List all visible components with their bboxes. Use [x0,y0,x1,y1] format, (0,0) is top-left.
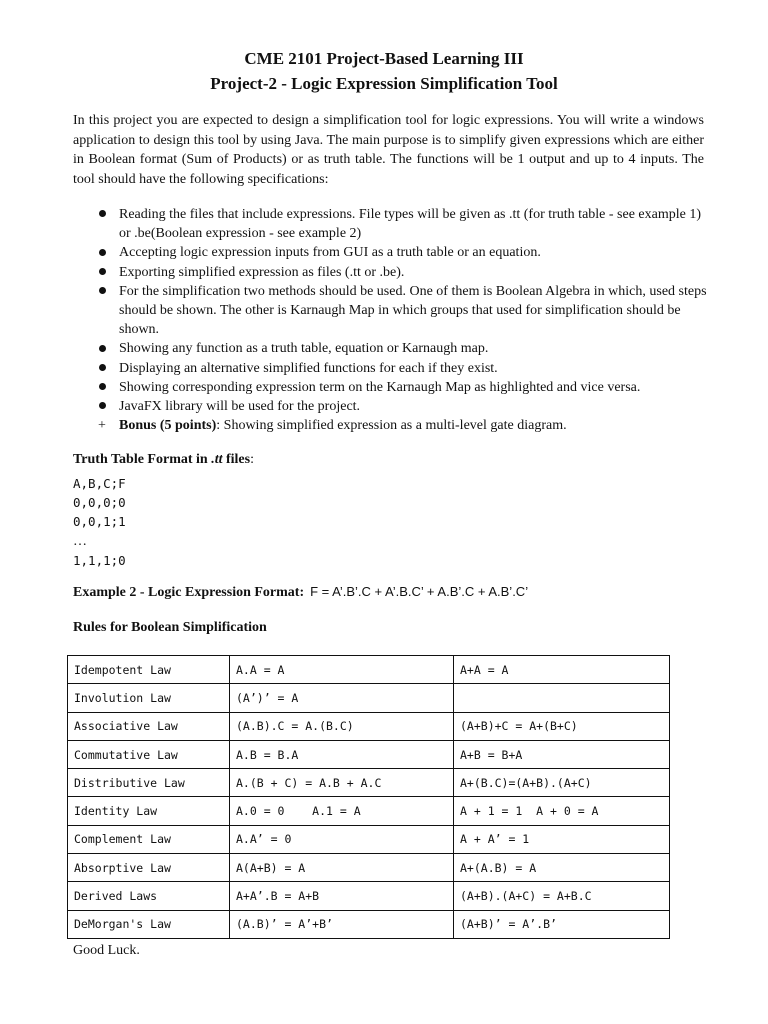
bullet-icon [95,378,109,397]
table-row: Associative Law (A.B).C = A.(B.C) (A+B)+C = A+(B+C) [68,712,670,740]
course-title: CME 2101 Project-Based Learning III [244,49,524,68]
specification-list [73,205,713,435]
bullet-icon [95,205,109,224]
example-2-heading: Example 2 - Logic Expression Format: F = A’.B’.C + A’.B.C’ + A.B’.C + A.B’.C’ [73,584,529,600]
list-item: Exporting simplified expression as files (.tt or .be). [73,263,713,282]
project-title: Project-2 - Logic Expression Simplification Tool [210,74,558,93]
code-line: … [73,533,87,549]
bullet-icon [95,263,109,282]
list-item: JavaFX library will be used for the project. [73,397,713,416]
boolean-rules-table [67,655,670,939]
list-item: Showing corresponding expression term on the Karnaugh Map as highlighted and vice versa. [73,378,713,397]
example-2-expression: F = A’.B’.C + A’.B.C’ + A.B’.C + A.B’.C’ [310,584,529,599]
bullet-icon [95,339,109,358]
bullet-icon [95,359,109,378]
code-line: 1,1,1;0 [73,552,126,568]
truth-table-heading: Truth Table Format in .tt files: [73,452,254,467]
table-row: Derived Laws A+A’.B = A+B (A+B).(A+C) = A+B.C [68,882,670,910]
table-row: Involution Law (A’)’ = A [68,684,670,712]
intro-paragraph: In this project you are expected to design a simplification tool for logic expressions. You will write a windows application to design this tool by using Java. The main purpose is to simplify given expressions which are either in Boolean format (Sum of Products) or as truth table. The functions will be 1 output and up to 4 inputs. The tool should have the following specifications: [73,113,704,187]
bonus-label: Bonus (5 points) [119,418,217,434]
table-row: Commutative Law A.B = B.A A+B = B+A [68,740,670,768]
truth-table-example [73,474,126,570]
list-item: Accepting logic expression inputs from GUI as a truth table or an equation. [73,243,713,262]
closing-text: Good Luck. [73,943,140,958]
list-item: Displaying an alternative simplified functions for each if they exist. [73,359,713,378]
rules-heading: Rules for Boolean Simplification [73,620,267,635]
bullet-icon [95,243,109,262]
code-line: A,B,C;F [73,476,126,491]
table-row: Identity Law A.0 = 0 A.1 = A A + 1 = 1 A + 0 = A [68,797,670,825]
table-row: Idempotent Law A.A = A A+A = A [68,656,670,684]
plus-icon: + [98,418,106,434]
bonus-item: + Bonus (5 points): Showing simplified expression as a multi-level gate diagram. [73,416,713,435]
code-line: 0,0,0;0 [73,495,126,511]
table-row: DeMorgan's Law (A.B)’ = A’+B’ (A+B)’ = A’.B’ [68,910,670,938]
list-item: Reading the files that include expressions. File types will be given as .tt (for truth table - see example 1) or .be(Boolean expression - see example 2) [73,205,713,243]
table-row: Distributive Law A.(B + C) = A.B + A.C A+(B.C)=(A+B).(A+C) [68,769,670,797]
list-item: Showing any function as a truth table, equation or Karnaugh map. [73,339,713,358]
table-row: Absorptive Law A(A+B) = A A+(A.B) = A [68,854,670,882]
list-item: For the simplification two methods should be used. One of them is Boolean Algebra in which, used steps should be shown. The other is Karnaugh Map in which groups that used for simplification should be shown. [73,282,713,340]
bullet-icon [95,397,109,416]
table-row: Complement Law A.A’ = 0 A + A’ = 1 [68,825,670,853]
bullet-icon [95,282,109,301]
code-line: 0,0,1;1 [73,514,126,530]
